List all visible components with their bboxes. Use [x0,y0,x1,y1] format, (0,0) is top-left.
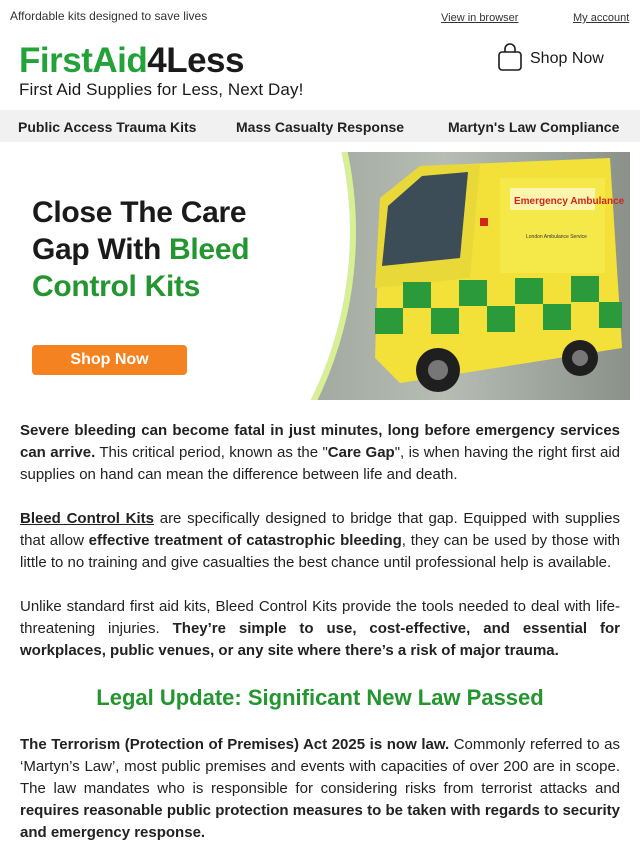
ambulance-subtext: London Ambulance Service [526,234,587,240]
logo-brand-green: FirstAid [19,41,148,80]
header [0,36,640,110]
p2-text-b: , they can be used by those with little to no training and give casualties the best chance until professional help is available. [20,532,620,571]
p3-text-a: Unlike standard first aid kits, Bleed Control Kits provide the tools needed to deal with life-threatening injuries. [20,598,620,637]
hero-shop-now-button[interactable]: Shop Now [32,345,187,375]
email-body [20,420,620,854]
header-shop-now-label: Shop Now [530,50,604,67]
preheader [0,0,640,36]
logo-brand-dark: 4Less [147,41,244,80]
paragraph-care-gap [20,420,620,486]
nav-item-mass-casualty-response[interactable]: Mass Casualty Response [236,119,405,135]
hero-line-3: Control Kits [32,270,201,303]
logo-slogan: First Aid Supplies for Less, Next Day! [19,80,304,99]
hero-line-1: Close The Care [32,196,247,229]
care-gap-term: Care Gap [327,444,395,461]
hero-line-2a: Gap With [32,233,170,266]
view-in-browser-link[interactable]: View in browser [441,12,519,24]
p4-bold: The Terrorism (Protection of Premises) Act 2025 is now law. [20,736,450,753]
preheader-tagline: Affordable kits designed to save lives [10,9,208,23]
p3-bold: They’re simple to use, cost-effective, and essential for workplaces, public venues, or any site where there’s a risk of major trauma. [20,620,620,659]
header-shop-now-button[interactable] [496,42,604,72]
ambulance-image [360,158,628,394]
nav-item-martyns-law-compliance[interactable]: Martyn's Law Compliance [448,119,620,135]
logo[interactable] [19,42,303,100]
ambulance-text: Emergency Ambulance [514,196,625,207]
hero-headline [32,194,249,305]
paragraph-terrorism-act [20,734,620,844]
p1-text-a: This critical period, known as the " [95,444,328,461]
p1-text-b: ", is when having the right first aid supplies on hand can mean the difference between life and death. [20,444,621,483]
p4-bold-2: requires reasonable public protection measures to be taken with regards to security and emergency response. [20,802,620,841]
p1-bold: Severe bleeding can become fatal in just minutes, long before emergency services can arrive. [20,422,620,461]
paragraph-bleed-kits [20,508,620,574]
hero-banner[interactable] [10,152,630,400]
p2-text-a: are specifically designed to bridge that gap. Equipped with supplies that allow [20,510,620,549]
logo-wordmark [19,42,303,80]
bleed-control-kits-link[interactable]: Bleed Control Kits [20,510,154,527]
paragraph-unlike-standard [20,596,620,662]
legal-update-heading: Legal Update: Significant New Law Passed [96,685,544,710]
hero-line-2b: Bleed [169,233,250,266]
shopping-bag-icon [496,42,524,72]
my-account-link[interactable]: My account [573,12,630,24]
p4-text-a: Commonly referred to as ‘Martyn’s Law’, most public premises and events with capacities of over 200 are in scope. The law mandates who is responsible for considering risks from terrorist attacks and [20,736,620,797]
nav-item-public-access-trauma-kits[interactable]: Public Access Trauma Kits [18,119,197,135]
nav-bar [0,110,640,142]
p2-bold: effective treatment of catastrophic bleeding [88,532,402,549]
